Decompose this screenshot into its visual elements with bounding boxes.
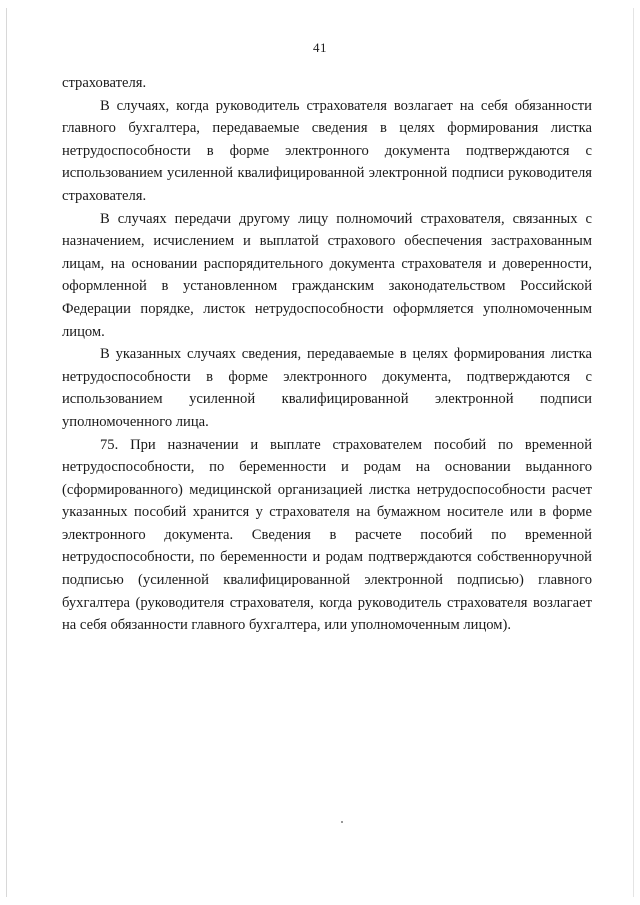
paragraph-authorized-signature: В указанных случаях сведения, передаваемые в целях формирования листка нетрудоспособности в форме электронного документа, подтверждаются с использованием усиленной квалифицированной электронной подписи уполномоченного лица.: [62, 346, 592, 430]
scan-speck: [341, 821, 343, 823]
document-body: [62, 72, 592, 637]
paragraph-continuation: страхователя.: [62, 75, 147, 91]
paragraph-clause-75: 75. При назначении и выплате страхователем пособий по временной нетрудоспособности, по беременности и родам на основании выданного (сформированного) медицинской организацией листка нетрудоспособности расчет указанных пособий хранится у страхователя на бумажном носителе или в форме электронного документа. Сведения в расчете пособий по временной нетрудоспособности, по беременности и родам подтверждаются собственноручной подписью (усиленной квалифицированной электронной подписью) главного бухгалтера (руководителя страхователя, когда руководитель страхователя возлагает на себя обязанности главного бухгалтера, или уполномоченным лицом).: [62, 436, 592, 634]
paragraph-delegation: В случаях передачи другому лицу полномочий страхователя, связанных с назначением, исчислением и выплатой страхового обеспечения застрахованным лицам, на основании распорядительного документа страхователя и доверенности, оформленной в установленном гражданским законодательством Российской Федерации порядке, листок нетрудоспособности оформляется уполномоченным лицом.: [62, 210, 592, 340]
paragraph-head-signature: В случаях, когда руководитель страхователя возлагает на себя обязанности главного бухгалтера, передаваемые сведения в целях формирования листка нетрудоспособности в форме электронного документа подтверждаются с использованием усиленной квалифицированной электронной подписи руководителя страхователя.: [62, 97, 592, 204]
page-number: 41: [313, 40, 327, 55]
